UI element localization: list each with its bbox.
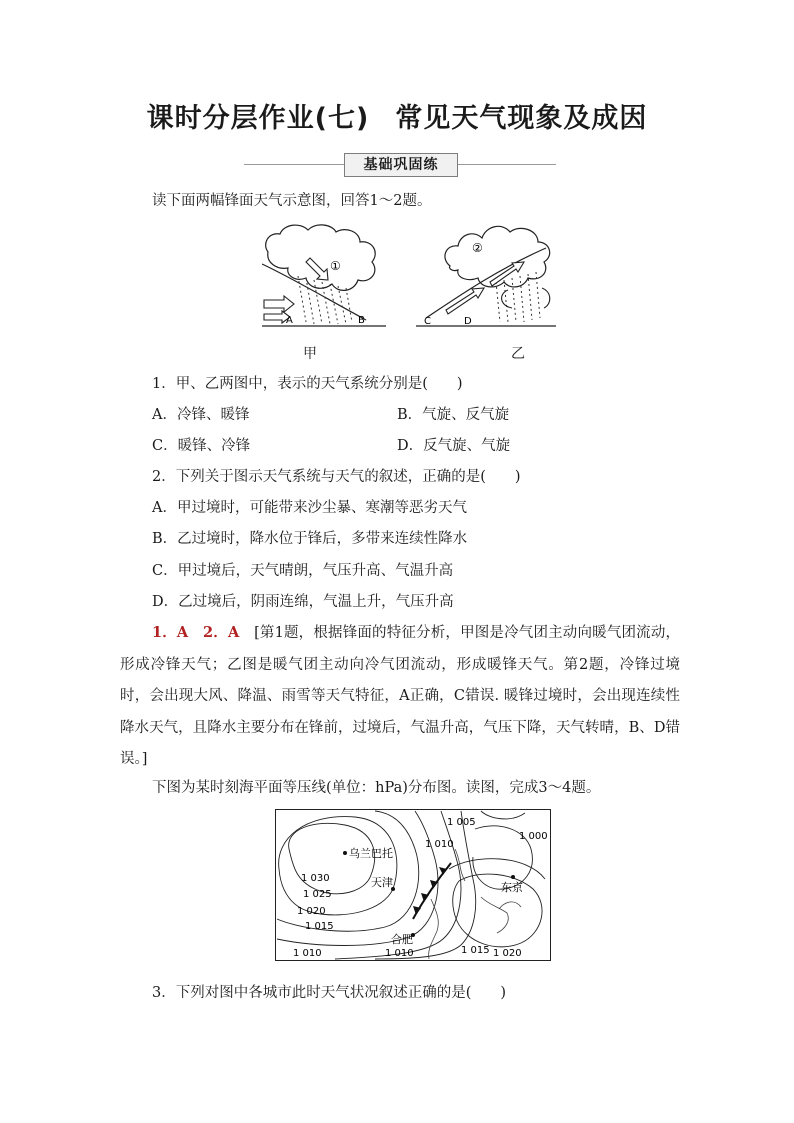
intro-question-1-2: 读下面两幅锋面天气示意图，回答1～2题。	[152, 193, 432, 209]
section-line-left	[244, 164, 344, 165]
city-tokyo: 东京	[501, 881, 523, 894]
label-B: B	[358, 315, 365, 326]
question-1-stem: 1．甲、乙两图中，表示的天气系统分别是( )	[152, 376, 463, 392]
section-line-right	[456, 164, 556, 165]
intro-question-3-4: 下图为某时刻海平面等压线(单位：hPa)分布图。读图，完成3～4题。	[152, 780, 601, 796]
page-title	[0, 96, 794, 135]
q1-option-c: C．暖锋、冷锋	[152, 438, 251, 454]
isobar-label-1010a: 1 010	[293, 948, 322, 959]
answer-key: 1．A 2．A	[152, 624, 240, 641]
isobar-label-1000: 1 000	[519, 831, 548, 842]
city-hefei: 合肥	[391, 933, 413, 946]
isobar-label-1015a: 1 015	[305, 921, 334, 932]
isobar-label-1020b: 1 020	[493, 948, 522, 959]
front-diagram-jia	[262, 222, 386, 330]
isobar-map	[275, 809, 551, 961]
question-3-stem: 3．下列对图中各城市此时天气状况叙述正确的是( )	[152, 985, 507, 1001]
caption-yi: 乙	[511, 346, 525, 362]
front-diagram-yi	[416, 218, 556, 330]
label-A: A	[286, 315, 293, 326]
q1-option-b: B．气旋、反气旋	[397, 407, 510, 423]
title-part2: 常见天气现象及成因	[395, 103, 648, 134]
title-part1: 课时分层作业(七)	[146, 103, 370, 134]
city-ulaanbaatar: 乌兰巴托	[349, 847, 393, 860]
q2-option-b: B．乙过境时，降水位于锋后，多带来连续性降水	[152, 531, 468, 547]
q2-option-c: C．甲过境后，天气晴朗，气压升高、气温升高	[152, 563, 454, 579]
explanation-text: [第1题，根据锋面的特征分析，甲图是冷气团主动向暖气团流动，形成冷锋天气；乙图是暖气团主动向冷气团流动，形成暖锋天气。第2题，冷锋过境时，会出现大风、降温、雨雪等天气特征，A正确，C错误. 暖锋过境时，会出现连续性降水天气，且降水主要分布在锋前，过境后，气温升高，气压下降，天气转晴，B、D错误。]	[120, 625, 681, 767]
isobar-label-1005: 1 005	[447, 817, 476, 828]
question-2-stem: 2．下列关于图示天气系统与天气的叙述，正确的是( )	[152, 469, 521, 485]
label-C: C	[424, 316, 431, 327]
isobar-label-1010b: 1 010	[385, 948, 414, 959]
isobar-label-1020a: 1 020	[297, 906, 326, 917]
answer-explanation	[120, 617, 680, 776]
q1-option-d: D．反气旋、气旋	[397, 438, 511, 454]
q2-option-d: D．乙过境后，阴雨连绵，气温上升，气压升高	[152, 594, 454, 610]
isobar-label-1025: 1 025	[303, 889, 332, 900]
section-badge: 基础巩固练	[344, 153, 458, 177]
mark-2: ②	[472, 241, 483, 255]
city-tianjin: 天津	[371, 876, 393, 889]
caption-jia: 甲	[303, 346, 317, 362]
isobar-label-1010c: 1 010	[425, 839, 454, 850]
label-D: D	[464, 316, 472, 327]
isobar-label-1015b: 1 015	[461, 945, 490, 956]
q1-option-a: A．冷锋、暖锋	[152, 407, 250, 423]
mark-1: ①	[330, 259, 341, 273]
isobar-label-1030: 1 030	[301, 873, 330, 884]
cloud-shape	[266, 225, 376, 290]
q2-option-a: A．甲过境时，可能带来沙尘暴、寒潮等恶劣天气	[152, 500, 467, 516]
